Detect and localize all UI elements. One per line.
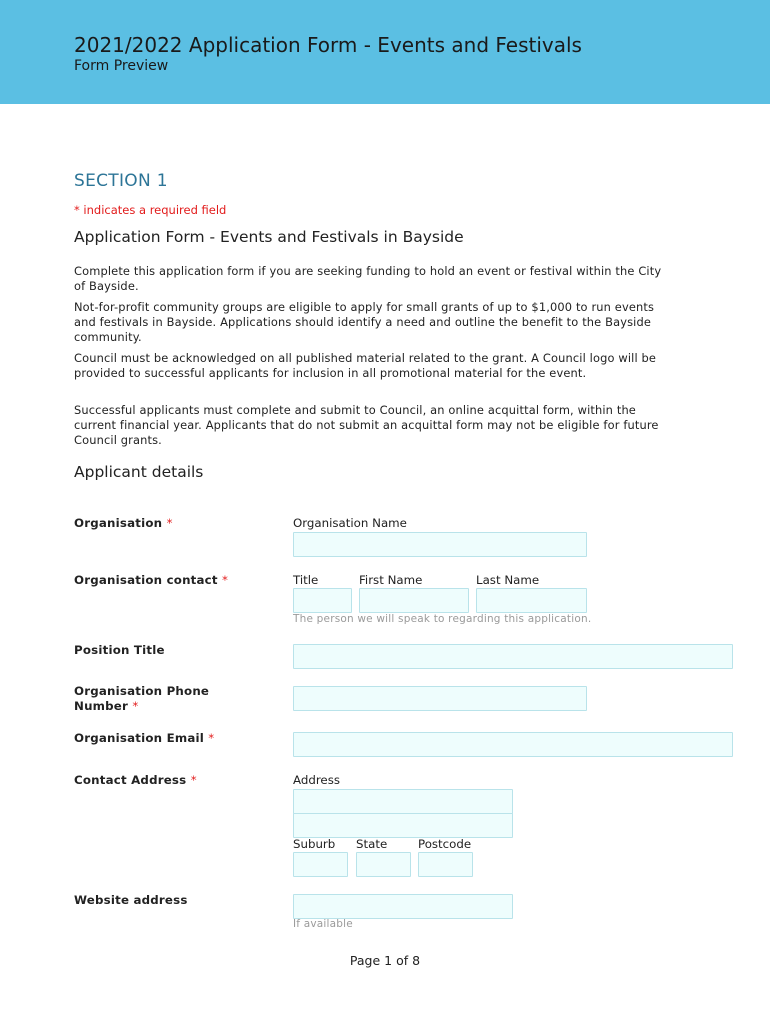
organisation-name-label: Organisation Name — [293, 516, 407, 530]
intro-paragraph: Complete this application form if you are seeking funding to hold an event or festival within the City of Bayside. — [74, 264, 662, 293]
phone-label-line2: Number — [74, 699, 129, 713]
last-name-input[interactable] — [476, 588, 587, 613]
required-marker: * — [222, 573, 229, 587]
organisation-contact-label — [74, 573, 274, 588]
phone-label-line1: Organisation Phone — [74, 684, 210, 698]
postcode-input[interactable] — [418, 852, 473, 877]
organisation-name-input[interactable] — [293, 532, 587, 557]
form-header-title: 2021/2022 Application Form - Events and Festivals — [74, 33, 582, 57]
state-input[interactable] — [356, 852, 411, 877]
postcode-label: Postcode — [418, 837, 472, 851]
address-label: Address — [293, 773, 340, 787]
required-marker: * — [132, 699, 139, 713]
email-label-text: Organisation Email — [74, 731, 204, 745]
email-input[interactable] — [293, 732, 733, 757]
phone-label — [74, 684, 254, 714]
organisation-contact-label-text: Organisation contact — [74, 573, 218, 587]
website-hint: If available — [293, 918, 353, 930]
required-field-note: * indicates a required field — [74, 203, 227, 217]
phone-input[interactable] — [293, 686, 587, 711]
position-title-label: Position Title — [74, 643, 165, 657]
contact-address-label-text: Contact Address — [74, 773, 187, 787]
acquittal-paragraph: Successful applicants must complete and submit to Council, an online acquittal form, within the current financial year. Applicants that do not submit an acquittal form may not be eligible for future Council grants. — [74, 403, 659, 447]
eligibility-paragraph: Not-for-profit community groups are eligible to apply for small grants of up to $1,000 to run events and festivals in Bayside. Applications should identify a need and outline the benefit to the Bayside community. — [74, 300, 655, 344]
required-marker: * — [190, 773, 197, 787]
organisation-label — [74, 516, 254, 531]
website-input[interactable] — [293, 894, 513, 919]
applicant-details-heading: Applicant details — [74, 463, 204, 481]
form-title: Application Form - Events and Festivals in Bayside — [74, 228, 464, 246]
form-header — [0, 0, 770, 104]
email-label — [74, 731, 254, 746]
first-name-label: First Name — [359, 573, 423, 587]
address-line2-input[interactable] — [293, 813, 513, 838]
section-title: SECTION 1 — [74, 171, 168, 191]
page-indicator: Page 1 of 8 — [349, 953, 421, 968]
form-header-subtitle: Form Preview — [74, 58, 169, 74]
first-name-input[interactable] — [359, 588, 469, 613]
required-marker: * — [208, 731, 215, 745]
required-marker: * — [166, 516, 173, 530]
suburb-input[interactable] — [293, 852, 348, 877]
contact-address-label — [74, 773, 254, 788]
contact-hint: The person we will speak to regarding this application. — [293, 613, 592, 625]
suburb-label: Suburb — [293, 837, 336, 851]
title-input[interactable] — [293, 588, 352, 613]
last-name-label: Last Name — [476, 573, 540, 587]
acknowledgement-paragraph: Council must be acknowledged on all published material related to the grant. A Council logo will be provided to successful applicants for inclusion in all promotional material for the event. — [74, 351, 657, 380]
state-label: State — [356, 837, 388, 851]
address-line1-input[interactable] — [293, 789, 513, 814]
website-label: Website address — [74, 893, 188, 907]
organisation-label-text: Organisation — [74, 516, 163, 530]
title-label: Title — [293, 573, 319, 587]
position-title-input[interactable] — [293, 644, 733, 669]
